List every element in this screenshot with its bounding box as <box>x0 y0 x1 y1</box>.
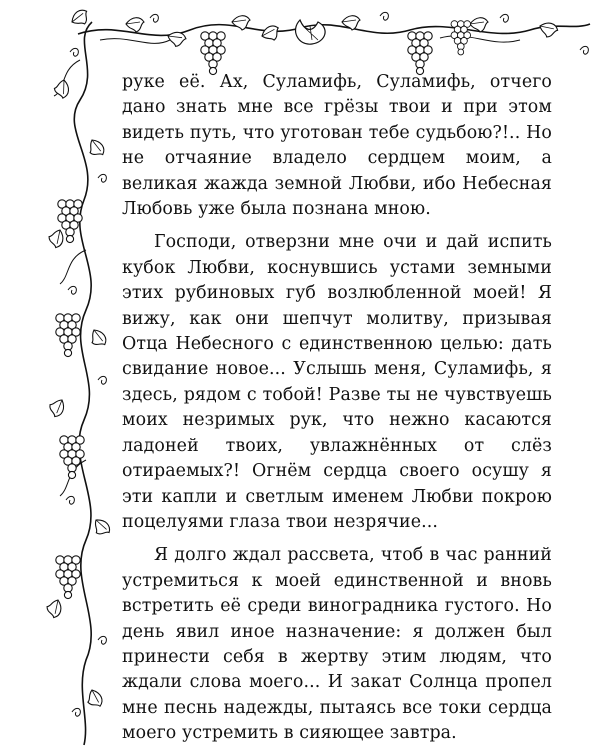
paragraph: Я долго ждал рассвета, чтоб в час ранний устремиться к моей единственной и вновь встретить её среди виноградника густого. Но день явил иное назначение: я должен был принести себя в жертву этим людям, что ждали слова моего... И закат Солнца пропел мне песнь надежды, пытаясь все токи сердца моего устремить в сияющее завтра. <box>122 545 552 744</box>
paragraph: Господи, отверзни мне очи и дай испить кубок Любви, коснувшись устами земными этих рубиновых губ возлюбленной моей! Я вижу, как они шепчут молитву, призывая Отца Небесного с единственною целью: дать свидание новое... Услышь меня, Суламифь, я здесь, рядом с тобой! Разве ты не чувствуешь моих незримых рук, что нежно касаются ладоней твоих, увлажнённых от слёз отираемых?! Огнём сердца своего осушу я эти капли и светлым именем Любви покрою поцелуями глаза твои незрячие... <box>122 232 552 532</box>
paragraph: руке её. Ах, Суламифь, Суламифь, отчего дано знать мне все грёзы твои и при этом видеть путь, что уготован тебе судьбою?!.. Но не отчаяние владело сердцем моим, а великая жажда земной Любви, ибо Небесная Любовь уже была познана мною. <box>122 72 552 220</box>
page-text <box>122 70 552 747</box>
